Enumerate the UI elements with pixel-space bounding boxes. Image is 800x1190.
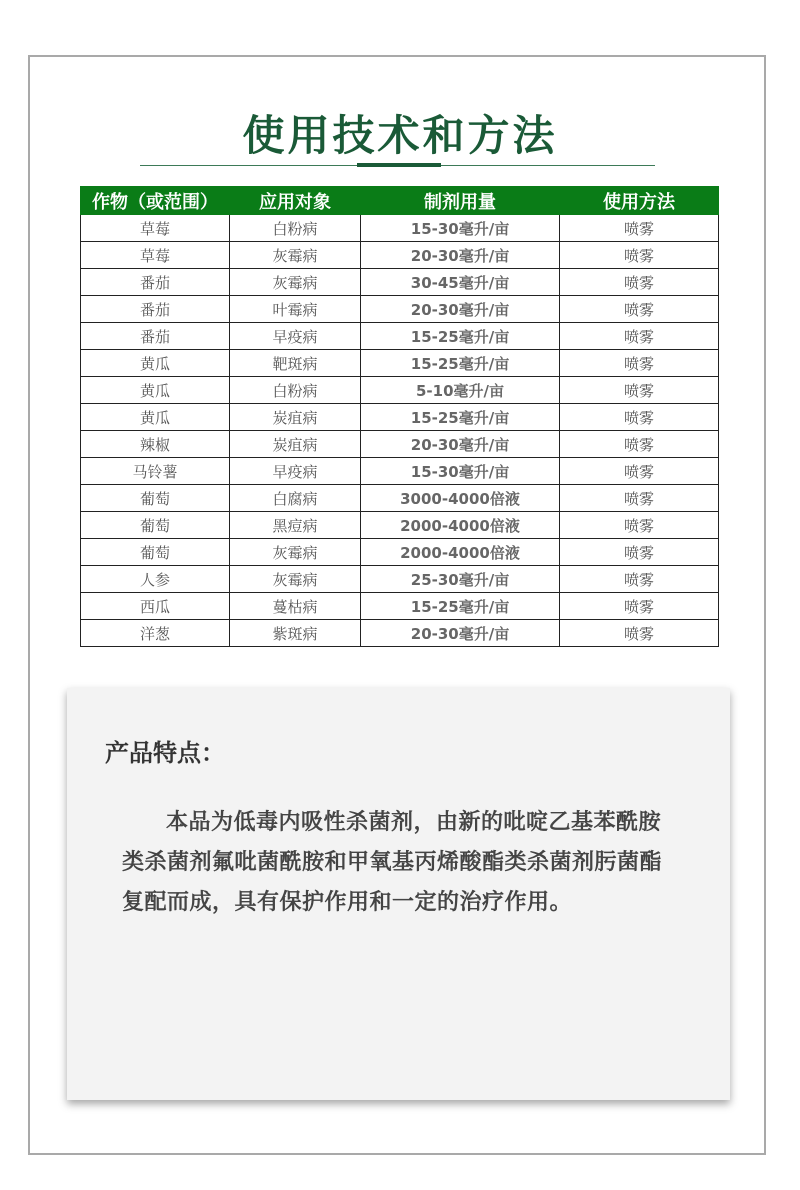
table-row — [81, 620, 719, 647]
cell-dosage: 15-25毫升/亩 — [361, 323, 560, 350]
table-row — [81, 377, 719, 404]
cell-method: 喷雾 — [560, 242, 719, 269]
cell-target: 灰霉病 — [230, 566, 361, 593]
cell-dosage: 5-10毫升/亩 — [361, 377, 560, 404]
cell-target: 灰霉病 — [230, 242, 361, 269]
table-row — [81, 404, 719, 431]
table-row — [81, 512, 719, 539]
header-target: 应用对象 — [230, 187, 361, 215]
cell-method: 喷雾 — [560, 350, 719, 377]
cell-crop: 葡萄 — [81, 539, 230, 566]
cell-dosage: 15-30毫升/亩 — [361, 215, 560, 242]
table-row — [81, 458, 719, 485]
table-row — [81, 431, 719, 458]
cell-method: 喷雾 — [560, 215, 719, 242]
cell-crop: 葡萄 — [81, 485, 230, 512]
cell-dosage: 25-30毫升/亩 — [361, 566, 560, 593]
cell-crop: 洋葱 — [81, 620, 230, 647]
cell-crop: 番茄 — [81, 323, 230, 350]
cell-dosage: 15-30毫升/亩 — [361, 458, 560, 485]
cell-target: 炭疽病 — [230, 404, 361, 431]
cell-method: 喷雾 — [560, 323, 719, 350]
cell-dosage: 15-25毫升/亩 — [361, 404, 560, 431]
title-underline-accent — [357, 163, 441, 167]
cell-dosage: 30-45毫升/亩 — [361, 269, 560, 296]
cell-crop: 人参 — [81, 566, 230, 593]
cell-target: 紫斑病 — [230, 620, 361, 647]
cell-target: 叶霉病 — [230, 296, 361, 323]
cell-crop: 黄瓜 — [81, 404, 230, 431]
cell-method: 喷雾 — [560, 512, 719, 539]
cell-dosage: 20-30毫升/亩 — [361, 431, 560, 458]
cell-target: 靶斑病 — [230, 350, 361, 377]
table-row — [81, 593, 719, 620]
cell-crop: 黄瓜 — [81, 350, 230, 377]
table-row — [81, 566, 719, 593]
cell-method: 喷雾 — [560, 539, 719, 566]
cell-method: 喷雾 — [560, 404, 719, 431]
table-body — [81, 215, 719, 647]
header-dosage: 制剂用量 — [361, 187, 560, 215]
cell-method: 喷雾 — [560, 269, 719, 296]
cell-target: 早疫病 — [230, 323, 361, 350]
cell-target: 灰霉病 — [230, 269, 361, 296]
cell-dosage: 20-30毫升/亩 — [361, 620, 560, 647]
cell-target: 早疫病 — [230, 458, 361, 485]
cell-crop: 黄瓜 — [81, 377, 230, 404]
cell-method: 喷雾 — [560, 485, 719, 512]
header-method: 使用方法 — [560, 187, 719, 215]
table-row — [81, 539, 719, 566]
cell-method: 喷雾 — [560, 377, 719, 404]
cell-target: 白粉病 — [230, 215, 361, 242]
table-row — [81, 323, 719, 350]
features-heading: 产品特点： — [105, 739, 225, 767]
cell-dosage: 15-25毫升/亩 — [361, 593, 560, 620]
table-row — [81, 350, 719, 377]
cell-method: 喷雾 — [560, 431, 719, 458]
table-row — [81, 296, 719, 323]
cell-target: 炭疽病 — [230, 431, 361, 458]
cell-method: 喷雾 — [560, 593, 719, 620]
cell-target: 白粉病 — [230, 377, 361, 404]
header-crop: 作物（或范围） — [81, 187, 230, 215]
cell-method: 喷雾 — [560, 458, 719, 485]
cell-dosage: 2000-4000倍液 — [361, 539, 560, 566]
cell-crop: 草莓 — [81, 242, 230, 269]
cell-crop: 番茄 — [81, 296, 230, 323]
cell-dosage: 2000-4000倍液 — [361, 512, 560, 539]
page-title: 使用技术和方法 — [242, 111, 558, 160]
cell-crop: 葡萄 — [81, 512, 230, 539]
cell-target: 蔓枯病 — [230, 593, 361, 620]
usage-table — [80, 186, 719, 647]
table-row — [81, 242, 719, 269]
cell-target: 白腐病 — [230, 485, 361, 512]
features-card — [67, 688, 730, 1100]
cell-target: 黑痘病 — [230, 512, 361, 539]
cell-dosage: 20-30毫升/亩 — [361, 296, 560, 323]
table-row — [81, 269, 719, 296]
cell-target: 灰霉病 — [230, 539, 361, 566]
cell-method: 喷雾 — [560, 296, 719, 323]
cell-dosage: 3000-4000倍液 — [361, 485, 560, 512]
cell-dosage: 15-25毫升/亩 — [361, 350, 560, 377]
table-header-row — [81, 187, 719, 215]
cell-crop: 马铃薯 — [81, 458, 230, 485]
cell-dosage: 20-30毫升/亩 — [361, 242, 560, 269]
table-row — [81, 485, 719, 512]
features-description: 本品为低毒内吸性杀菌剂，由新的吡啶乙基苯酰胺类杀菌剂氟吡菌酰胺和甲氧基丙烯酸酯类杀菌剂肟菌酯复配而成，具有保护作用和一定的治疗作用。 — [122, 810, 663, 915]
cell-crop: 番茄 — [81, 269, 230, 296]
cell-crop: 辣椒 — [81, 431, 230, 458]
cell-method: 喷雾 — [560, 566, 719, 593]
table-row — [81, 215, 719, 242]
cell-method: 喷雾 — [560, 620, 719, 647]
cell-crop: 西瓜 — [81, 593, 230, 620]
cell-crop: 草莓 — [81, 215, 230, 242]
